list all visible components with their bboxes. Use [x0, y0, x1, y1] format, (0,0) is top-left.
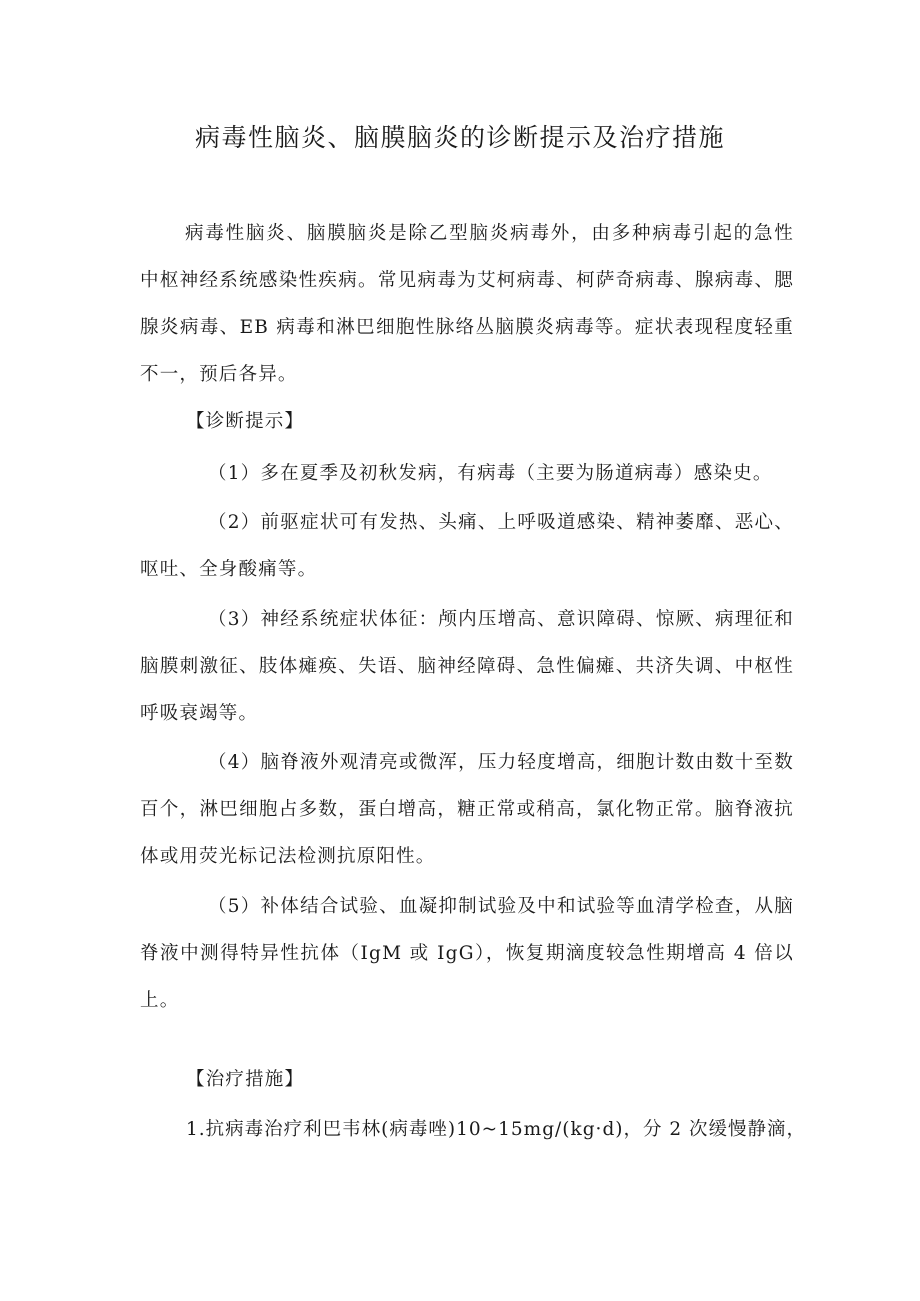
diagnosis-heading: 【诊断提示】: [186, 411, 305, 432]
diagnosis-item-1: （1）多在夏季及初秋发病，有病毒（主要为肠道病毒）感染史。: [208, 463, 773, 484]
diagnosis-item-5: （5）补体结合试验、血凝抑制试验及中和试验等血清学检查，从脑脊液中测得特异性抗体（IgM 或 IgG），恢复期滴度较急性期增高 4 倍以上。: [140, 896, 794, 1011]
page-title: 病毒性脑炎、脑膜脑炎的诊断提示及治疗措施: [194, 123, 725, 152]
treatment-item-1: 1.抗病毒治疗利巴韦林(病毒唑)10~15mg/(kg·d)，分 2 次缓慢静滴，: [186, 1119, 807, 1140]
intro-paragraph: 病毒性脑炎、脑膜脑炎是除乙型脑炎病毒外，由多种病毒引起的急性中枢神经系统感染性疾病。常见病毒为艾柯病毒、柯萨奇病毒、腺病毒、腮腺炎病毒、EB 病毒和淋巴细胞性脉络丛脑膜炎病毒等。症状表现程度轻重不一，预后各异。: [140, 223, 794, 385]
diagnosis-item-4: （4）脑脊液外观清亮或微浑，压力轻度增高，细胞计数由数十至数百个，淋巴细胞占多数，蛋白增高，糖正常或稍高，氯化物正常。脑脊液抗体或用荧光标记法检测抗原阳性。: [140, 752, 794, 867]
diagnosis-item-3: （3）神经系统症状体征：颅内压增高、意识障碍、惊厥、病理征和脑膜刺激征、肢体瘫痪、失语、脑神经障碍、急性偏瘫、共济失调、中枢性呼吸衰竭等。: [140, 609, 794, 724]
treatment-heading: 【治疗措施】: [186, 1069, 305, 1090]
diagnosis-item-2: （2）前驱症状可有发热、头痛、上呼吸道感染、精神萎靡、恶心、呕吐、全身酸痛等。: [140, 512, 794, 580]
